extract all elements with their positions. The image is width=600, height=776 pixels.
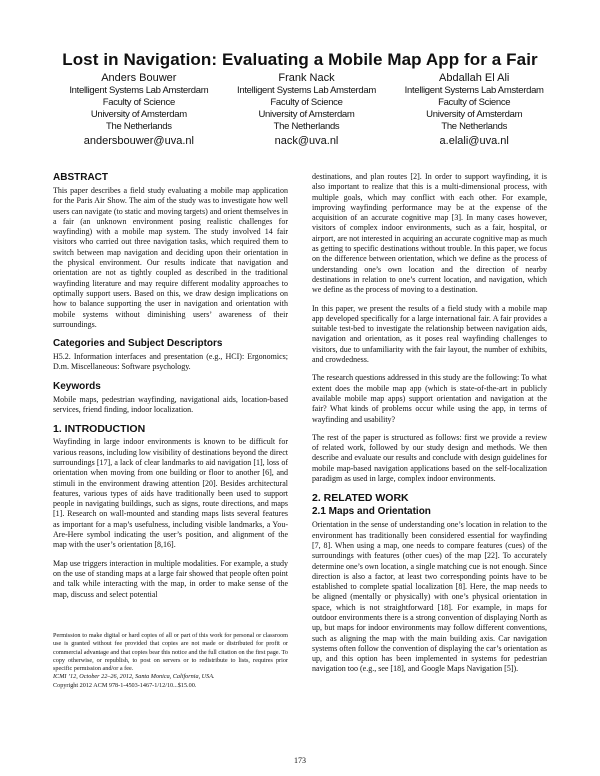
author-3 [390,71,558,148]
author-university: University of Amsterdam [90,109,187,120]
right-paragraph-4: The rest of the paper is structured as follows: first we provide a review of related work, followed by our study design and methods. We then describe and evaluate our results and conclude with design guidelines for mobile map-based navigation applications based on the self-localization paradigm as used in large, complex indoor environments. [312,432,547,484]
author-lab: Intelligent Systems Lab Amsterdam [404,85,544,96]
categories-heading: Categories and Subject Descriptors [53,338,223,350]
author-email: nack@uva.nl [274,135,339,147]
author-block [55,71,558,148]
introduction-heading: 1. INTRODUCTION [53,423,146,436]
permission-text: Permission to make digital or hard copies of all or part of this work for personal or classroom use is granted without fee provided that copies are not made or distributed for profit or commercial advantage and that copies bear this notice and the full citation on the first page. To copy otherwise, or republish, to post on servers or to redistribute to lists, requires prior specific permission and/or a fee. [53,632,288,673]
author-lab: Intelligent Systems Lab Amsterdam [237,85,377,96]
author-faculty: Faculty of Science [438,97,511,108]
author-country: The Netherlands [105,121,172,132]
keywords-text: Mobile maps, pedestrian wayfinding, navigational aids, location-based services, friend finding, indoor localization. [53,394,288,415]
author-country: The Netherlands [273,121,340,132]
page-number: 173 [294,756,306,765]
related-work-heading: 2. RELATED WORK [312,492,409,505]
right-paragraph-2: In this paper, we present the results of a field study with a mobile map app developed specifically for a large international fair. A fair provides a suitable test-bed to investigate the relationship between navigation aids, navigation and orientation, as it poses real wayfinding challenges to visitors, due to unfamiliarity with the fair layout, the number of exhibits, and crowdedness. [312,303,547,365]
author-email: a.elali@uva.nl [439,135,509,147]
abstract-text: This paper describes a field study evaluating a mobile map application for the Paris Air Show. The aim of the study was to investigate how well users can navigate (to static and moving targets) and orient themselves in a fair (an unknown environment posing realistic challenges for wayfinding) with a mobile map system. The study involved 14 fair visitors who carried out three navigation tasks, which required them to switch between map navigation and deciding upon their orientation in the physical environment. Our results indicate that navigation and orientation are not as tightly coupled as described in the traditional wayfinding literature and may require different modality approaches to optimally support users. Based on this, we draw design implications on how to balance supporting the user in navigation and orientation with mobile systems without diminishing users’ awareness of their surroundings. [53,186,288,329]
introduction-paragraph-1: Wayfinding in large indoor environments is known to be difficult for various reasons, including low visibility of destinations beyond the direct surroundings [17], a lack of clear landmarks to aid navigation [1], loss of orientation when moving from one building or floor to another [6], and stimuli in the environment drawing attention [20]. Besides architectural features, various types of aids have traditionally been used to support people in navigating buildings, such as signs, route directions, and maps [1]. Research on wall-mounted and standing maps lists several features as important for a map’s usefulness, including visible landmarks, a You-Are-Here symbol indicating the user’s position, and alignment of the map with the user’s orientation [8,16]. [53,437,288,550]
conference-info: ICMI ’12, October 22–26, 2012, Santa Monica, California, USA. [53,673,215,681]
right-paragraph-1: destinations, and plan routes [2]. In order to support wayfinding, it is also important to realize that this is a multi-dimensional process, with multiple goals, which may conflict with each other. For example, improving wayfinding performance may be at the expense of the acquisition of an accurate cognitive map [3]. In many cases however, visitors of complex indoor environments, such as a fair, hospital, or airport, are not interested in acquiring an accurate cognitive map as much as getting to specific destinations without trouble. In this paper, we focus on the difference between orientation, which we define as the process of understanding one’s own location and the direction of nearby destinations in relation to one’s current location, and navigation, which we define as the process of moving to a destination. [312,172,548,295]
keywords-heading: Keywords [53,380,101,392]
author-2 [223,71,391,148]
author-name: Anders Bouwer [101,72,177,84]
author-faculty: Faculty of Science [102,97,175,108]
copyright-notice [53,632,288,690]
author-faculty: Faculty of Science [270,97,343,108]
author-1 [55,71,223,148]
paper-title: Lost in Navigation: Evaluating a Mobile Map App for a Fair [62,50,538,69]
author-country: The Netherlands [441,121,508,132]
copyright-line: Copyright 2012 ACM 978-1-4503-1467-1/12/10...$15.00. [53,681,197,689]
abstract-heading: ABSTRACT [53,172,108,183]
introduction-paragraph-2: Map use triggers interaction in multiple modalities. For example, a study on the use of standing maps at a large fair showed that people often point and talk while interacting with the map, in order to make sense of the map, discuss and select potential [53,558,288,599]
right-column [312,172,547,683]
maps-orientation-subheading: 2.1 Maps and Orientation [312,506,431,518]
author-lab: Intelligent Systems Lab Amsterdam [69,85,209,96]
author-name: Frank Nack [278,72,335,84]
author-university: University of Amsterdam [426,109,523,120]
categories-text: H5.2. Information interfaces and presentation (e.g., HCI): Ergonomics; D.m. Miscellaneous: Software psychology. [53,352,288,372]
right-paragraph-3: The research questions addressed in this study are the following: To what extent does the mobile map app (which is state-of-the-art in publicly available mobile map apps) support orientation and navigation at the fair? What kinds of problems occur while using the app, in terms of wayfinding and usability? [312,373,547,424]
author-university: University of Amsterdam [258,109,355,120]
author-name: Abdallah El Ali [439,72,510,84]
left-column [53,172,288,608]
related-work-text: Orientation in the sense of understanding one’s location in relation to the environment has traditionally been considered essential for wayfinding [7, 8]. When using a map, one needs to compare features (cues) of the surroundings with features (other cues) of the map [22]. To accurately determine one’s own location, a single matching cue is not enough. Since direction is also a factor, at least two corresponding points have to be established to complete spatial localization [8]. Here, the map needs to be aligned (mentally or physically) with one’s physical orientation in space, which is not straightforward [18]. For example, in maps for outdoor environments there is a strong convention of displaying North as up, but maps for indoor environments may follow different conventions, such as aligning the map with the main building axis. Car navigation systems often follow the convention of displaying the car’s orientation as up, and this option has been implemented in systems for pedestrian navigation too (e.g., see [18], and Google Maps Navigation [5]). [312,520,547,674]
author-email: andersbouwer@uva.nl [83,135,194,147]
